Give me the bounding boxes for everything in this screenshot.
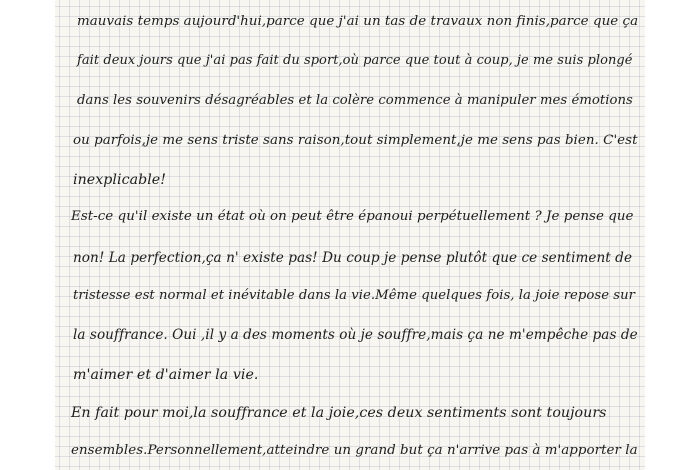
- text-line: la souffrance. Oui ,il y a des moments où je souffre,mais ça ne m'empêche pas de: [73, 327, 638, 343]
- text-line: non! La perfection,ça n' existe pas! Du coup je pense plutôt que ce sentiment de: [73, 250, 633, 266]
- text-line: ensembles.Personnellement,atteindre un grand but ça n'arrive pas à m'apporter la: [71, 443, 638, 458]
- text-line: Est-ce qu'il existe un état où on peut être épanoui perpétuellement ? Je pense que: [71, 209, 634, 224]
- text-line: m'aimer et d'aimer la vie.: [73, 367, 259, 383]
- text-line: dans les souvenirs désagréables et la colère commence à manipuler mes émotions: [77, 93, 633, 108]
- text-line: fait deux jours que j'ai pas fait du sport,où parce que tout à coup, je me suis plongé: [77, 53, 633, 68]
- text-line: mauvais temps aujourd'hui,parce que j'ai un tas de travaux non finis,parce que ça: [77, 14, 639, 29]
- text-line: En fait pour moi,la souffrance et la joie,ces deux sentiments sont toujours: [71, 405, 607, 421]
- text-line: tristesse est normal et inévitable dans la vie.Même quelques fois, la joie repose sur: [73, 288, 636, 303]
- text-line: inexplicable!: [73, 172, 167, 188]
- text-line: ou parfois,je me sens triste sans raison,tout simplement,je me sens pas bien. C'est: [73, 133, 638, 148]
- notebook-page: [55, 0, 645, 470]
